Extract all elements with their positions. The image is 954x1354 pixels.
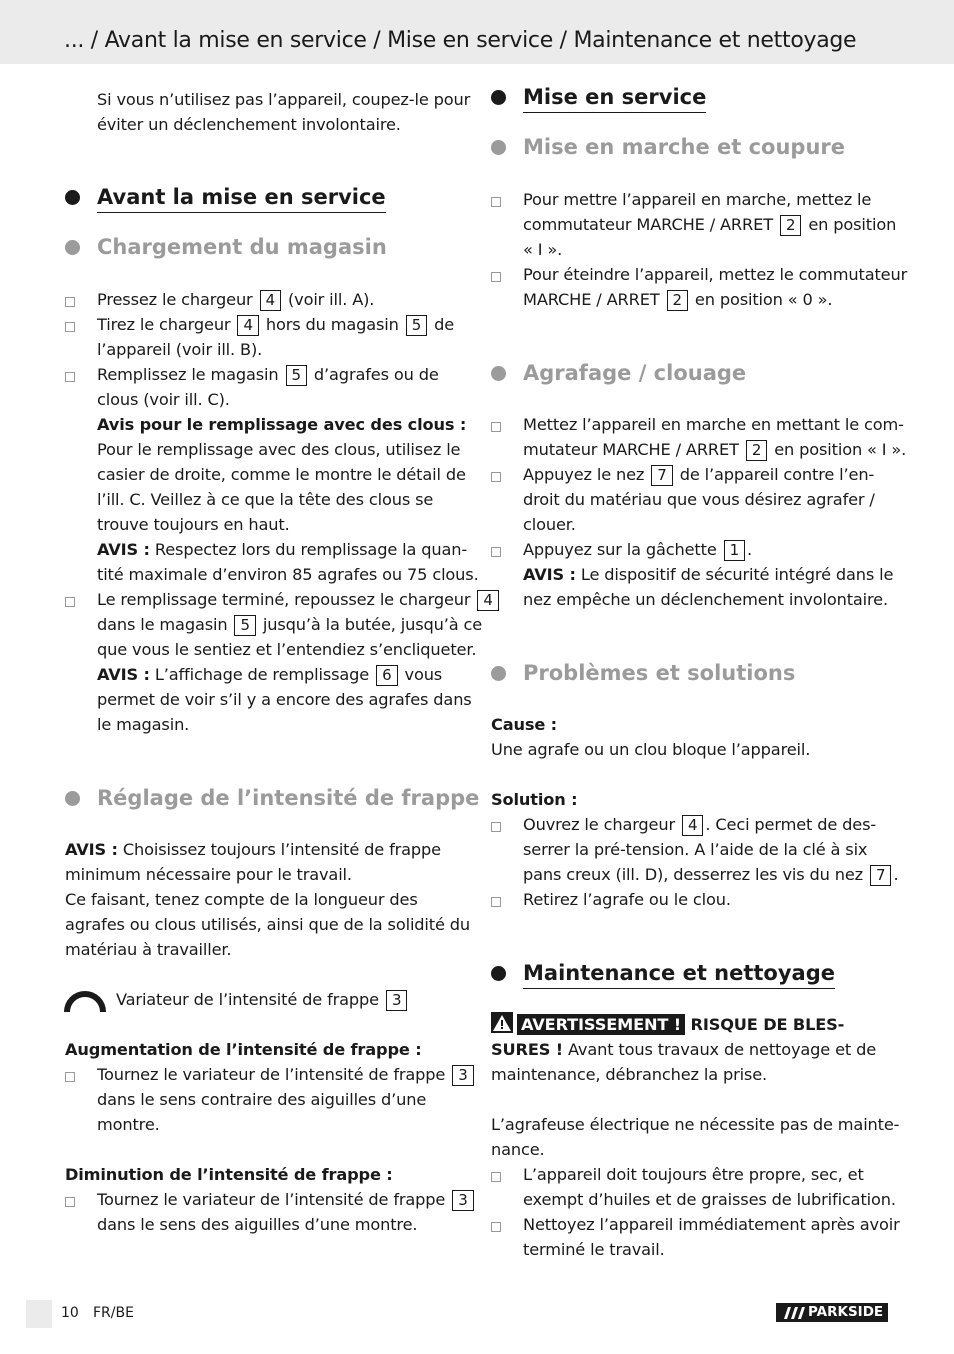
list-item-cont: que vous le sentiez et l’entendiez s’encliqueter.: [97, 640, 477, 659]
page-number: 10: [61, 1305, 79, 1321]
text-line: nez empêche un déclenchement involontaire.: [523, 590, 888, 609]
list-square: [491, 422, 501, 432]
list-square: [65, 1072, 75, 1082]
list-item: Nettoyez l’appareil immédiatement après avoir: [523, 1215, 900, 1234]
bullet-dot: [491, 666, 506, 681]
list-item-cont: mutateur MARCHE / ARRET 2 en position « I ».: [523, 440, 907, 459]
bullet-dot: [65, 791, 80, 806]
list-item-cont: commutateur MARCHE / ARRET 2 en position: [523, 215, 897, 234]
avis-clous-heading: Avis pour le remplissage avec des clous :: [97, 415, 467, 434]
avis-note: AVIS : Respectez lors du remplissage la quan-: [97, 540, 468, 559]
list-square: [491, 197, 501, 207]
heading-reglage-intensite: Réglage de l’intensité de frappe: [97, 786, 480, 810]
bullet-dot: [65, 190, 80, 205]
list-square: [491, 822, 501, 832]
list-item-cont: dans le magasin 5 jusqu’à la butée, jusqu’à ce: [97, 615, 483, 634]
list-item-cont: dans le sens des aiguilles d’une montre.: [97, 1215, 418, 1234]
list-item-cont: terminé le travail.: [523, 1240, 665, 1259]
text-line: tité maximale d’environ 85 agrafes ou 75 clous.: [97, 565, 479, 584]
bullet-dot: [491, 966, 506, 981]
warning-line: AVERTISSEMENT ! RISQUE DE BLES-: [491, 1012, 844, 1037]
warning-line: SURES ! Avant tous travaux de nettoyage et de: [491, 1040, 877, 1059]
page-header: [0, 0, 954, 64]
cause-text: Une agrafe ou un clou bloque l’appareil.: [491, 740, 811, 759]
heading-mise-en-service: Mise en service: [523, 83, 706, 113]
list-square: [491, 897, 501, 907]
list-item-cont: montre.: [97, 1115, 160, 1134]
list-square: [65, 1197, 75, 1207]
list-square: [491, 472, 501, 482]
text-line: trouve toujours en haut.: [97, 515, 290, 534]
list-item: Appuyez sur la gâchette 1 .: [523, 540, 753, 559]
list-item-cont: l’appareil (voir ill. B).: [97, 340, 263, 359]
bullet-dot: [491, 140, 506, 155]
list-item: Remplissez le magasin 5 d’agrafes ou de: [97, 365, 439, 384]
text-line: l’ill. C. Veillez à ce que la tête des clous se: [97, 490, 434, 509]
list-item-cont: pans creux (ill. D), desserrez les vis du nez 7 .: [523, 865, 899, 884]
list-item: Pressez le chargeur 4 (voir ill. A).: [97, 290, 375, 309]
text-line: nance.: [491, 1140, 545, 1159]
list-square: [491, 1172, 501, 1182]
heading-mise-en-marche: Mise en marche et coupure: [523, 135, 846, 159]
text-line: Ce faisant, tenez compte de la longueur des: [65, 890, 418, 909]
avis-note: AVIS : L’affichage de remplissage 6 vous: [97, 665, 443, 684]
list-item: Appuyez le nez 7 de l’appareil contre l’en-: [523, 465, 875, 484]
list-item: L’appareil doit toujours être propre, sec, et: [523, 1165, 864, 1184]
list-square: [491, 272, 501, 282]
list-item: Le remplissage terminé, repoussez le chargeur 4: [97, 587, 501, 612]
list-item: Tournez le variateur de l’intensité de frappe 3: [97, 1062, 476, 1087]
list-item-cont: clous (voir ill. C).: [97, 390, 230, 409]
bullet-dot: [491, 90, 506, 105]
text-line: maintenance, débranchez la prise.: [491, 1065, 768, 1084]
parkside-logo: PARKSIDE: [776, 1303, 888, 1322]
text-line: le magasin.: [97, 715, 190, 734]
heading-chargement-magasin: Chargement du magasin: [97, 235, 387, 259]
list-item-cont: clouer.: [523, 515, 576, 534]
warning-badge: AVERTISSEMENT !: [517, 1014, 685, 1035]
list-square: [491, 547, 501, 557]
avis-note: AVIS : Choisissez toujours l’intensité de frappe: [65, 840, 441, 859]
list-square: [491, 1222, 501, 1232]
avis-note: AVIS : Le dispositif de sécurité intégré dans le: [523, 565, 894, 584]
heading-agrafage: Agrafage / clouage: [523, 361, 747, 385]
list-square: [65, 372, 75, 382]
bullet-dot: [491, 366, 506, 381]
list-item-cont: exempt d’huiles et de graisses de lubrification.: [523, 1190, 896, 1209]
dial-icon: [63, 988, 107, 1014]
list-square: [65, 597, 75, 607]
list-item: Ouvrez le chargeur 4 . Ceci permet de des-: [523, 815, 877, 834]
intro-line-1: Si vous n’utilisez pas l’appareil, coupez-le pour: [97, 90, 471, 109]
list-square: [65, 322, 75, 332]
text-line: permet de voir s’il y a encore des agrafes dans: [97, 690, 472, 709]
augmentation-heading: Augmentation de l’intensité de frappe :: [65, 1040, 422, 1059]
variateur-line: Variateur de l’intensité de frappe 3: [116, 987, 409, 1012]
list-item-cont: serrer la pré-tension. A l’aide de la clé à six: [523, 840, 868, 859]
list-item: Tournez le variateur de l’intensité de frappe 3: [97, 1187, 476, 1212]
list-item-cont: droit du matériau que vous désirez agrafer /: [523, 490, 875, 509]
intro-line-2: éviter un déclenchement involontaire.: [97, 115, 401, 134]
list-item: Tirez le chargeur 4 hors du magasin 5 de: [97, 315, 455, 334]
cause-label: Cause :: [491, 715, 558, 734]
heading-avant-mise-en-service: Avant la mise en service: [97, 183, 386, 213]
list-item: Pour mettre l’appareil en marche, mettez le: [523, 190, 872, 209]
heading-maintenance: Maintenance et nettoyage: [523, 959, 835, 989]
solution-label: Solution :: [491, 790, 578, 809]
text-line: L’agrafeuse électrique ne nécessite pas de mainte-: [491, 1115, 900, 1134]
warning-triangle-icon: [491, 1012, 513, 1033]
diminution-heading: Diminution de l’intensité de frappe :: [65, 1165, 393, 1184]
footer-marker: [26, 1300, 52, 1328]
text-line: casier de droite, comme le montre le détail de: [97, 465, 466, 484]
list-item-cont: « I ».: [523, 240, 563, 259]
list-item-cont: dans le sens contraire des aiguilles d’une: [97, 1090, 427, 1109]
text-line: matériau à travailler.: [65, 940, 232, 959]
page-title: ... / Avant la mise en service / Mise en service / Maintenance et nettoyage: [64, 28, 857, 53]
text-line: Pour le remplissage avec des clous, utilisez le: [97, 440, 461, 459]
list-item: Mettez l’appareil en marche en mettant le com-: [523, 415, 904, 434]
list-square: [65, 297, 75, 307]
list-item: Pour éteindre l’appareil, mettez le commutateur: [523, 265, 908, 284]
list-item-cont: MARCHE / ARRET 2 en position « 0 ».: [523, 290, 833, 309]
heading-problemes: Problèmes et solutions: [523, 661, 796, 685]
text-line: minimum nécessaire pour le travail.: [65, 865, 352, 884]
list-item: Retirez l’agrafe ou le clou.: [523, 890, 731, 909]
bullet-dot: [65, 240, 80, 255]
text-line: agrafes ou clous utilisés, ainsi que de la solidité du: [65, 915, 470, 934]
language-code: FR/BE: [93, 1305, 134, 1321]
